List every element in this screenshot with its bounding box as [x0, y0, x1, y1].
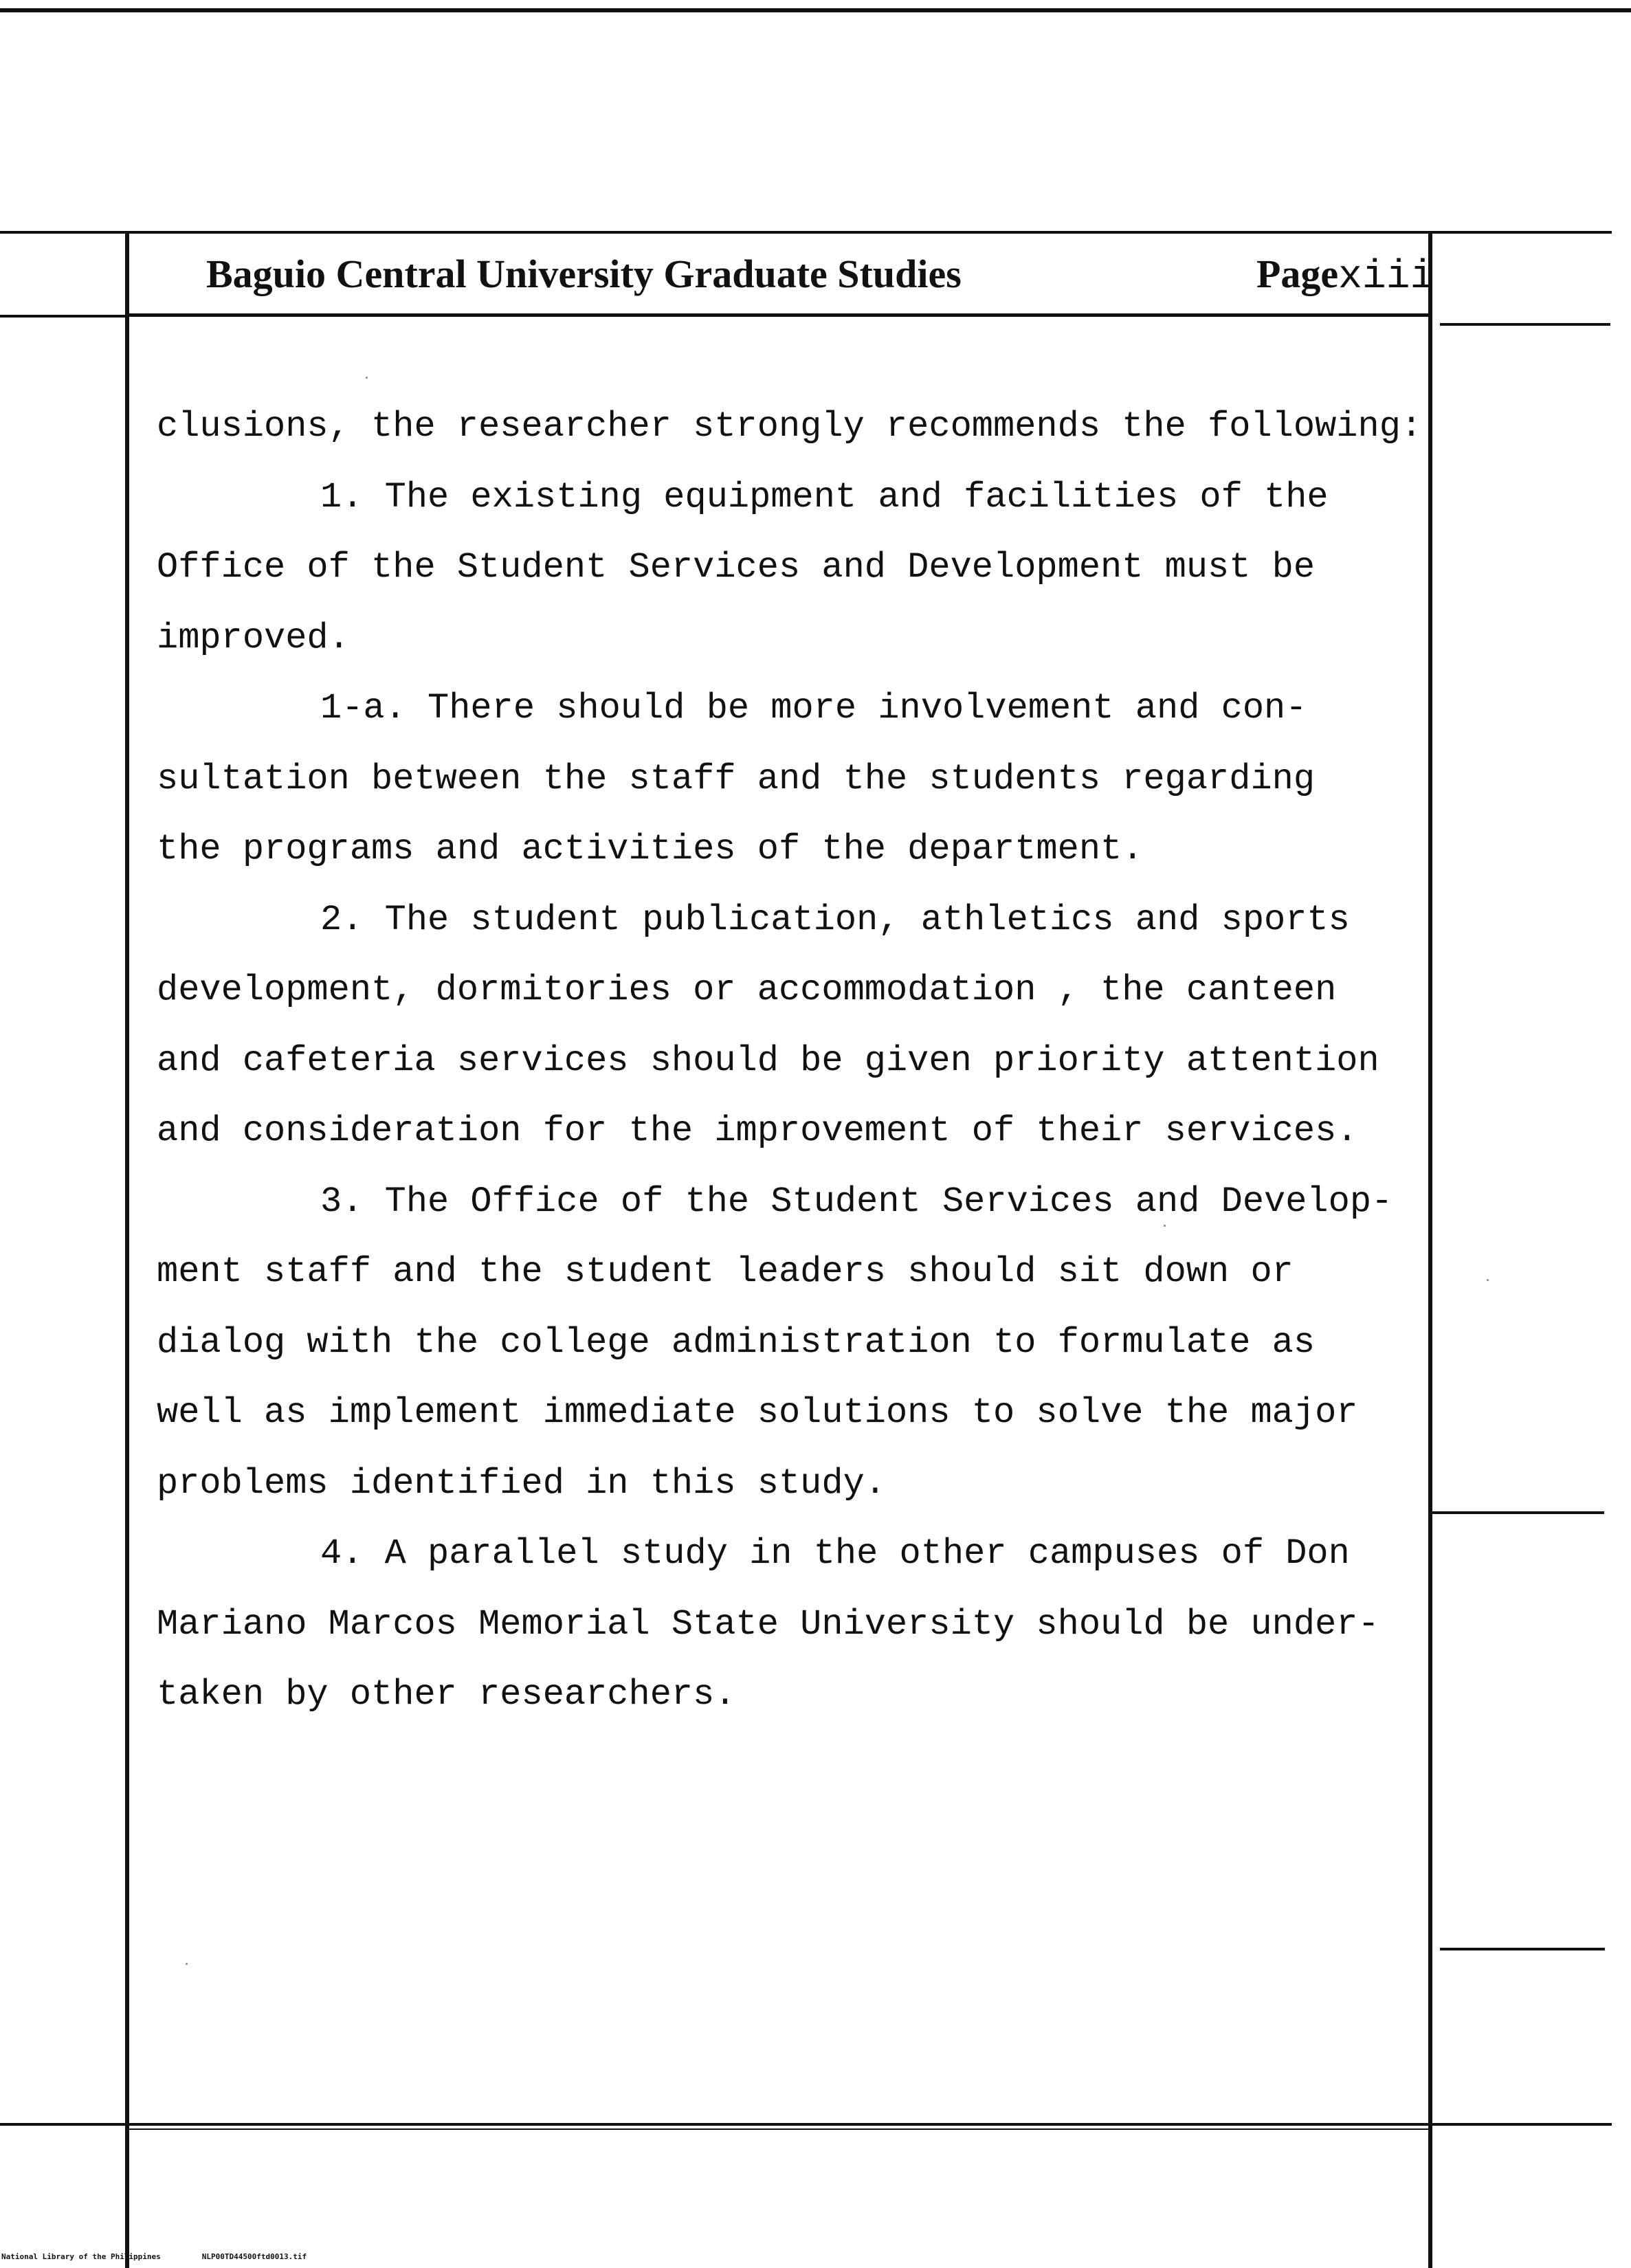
right-margin-rule — [1440, 323, 1610, 326]
text-line: taken by other researchers. — [157, 1674, 736, 1715]
text-line: improved. — [157, 617, 350, 658]
right-margin-low-rule — [1440, 1948, 1605, 1950]
text-line: Office of the Student Services and Development must be — [157, 547, 1316, 588]
text-line: 3. The Office of the Student Services and Develop- — [320, 1181, 1393, 1222]
text-line: 1. The existing equipment and facilities of the — [320, 476, 1329, 518]
header-bottom-rule — [129, 313, 1428, 317]
text-line: 4. A parallel study in the other campuses of Don — [320, 1533, 1350, 1574]
scan-speck — [186, 1963, 188, 1965]
text-line: sultation between the staff and the students regarding — [157, 758, 1316, 799]
scan-speck — [366, 377, 368, 379]
text-line: the programs and activities of the department. — [157, 829, 1144, 869]
page-word: Page — [1256, 252, 1339, 296]
text-line: and consideration for the improvement of their services. — [157, 1111, 1358, 1151]
text-line: 1-a. There should be more involvement and con- — [320, 688, 1307, 729]
library-credit: National Library of the Philippines — [1, 2252, 161, 2261]
header-top-rule — [0, 231, 1612, 234]
text-line: Mariano Marcos Memorial State University should be under- — [157, 1603, 1379, 1645]
page-label — [1256, 251, 1434, 300]
text-line: and cafeteria services should be given priority attention — [157, 1040, 1379, 1081]
left-frame-line — [125, 232, 129, 2268]
text-line: well as implement immediate solutions to solve the major — [157, 1392, 1358, 1433]
text-line: development, dormitories or accommodation , the canteen — [157, 970, 1337, 1010]
text-line: ment staff and the student leaders should sit down or — [157, 1252, 1294, 1292]
text-line: 2. The student publication, athletics and sports — [320, 899, 1350, 940]
text-line: dialog with the college administration to formulate as — [157, 1322, 1316, 1363]
left-margin-rule — [0, 315, 125, 318]
text-line: problems identified in this study. — [157, 1463, 886, 1504]
page-title: Baguio Central University Graduate Studies — [206, 252, 962, 296]
bottom-rule-inner — [129, 2128, 1428, 2130]
file-name: NLP00TD44500ftd0013.tif — [201, 2252, 307, 2261]
right-frame-line — [1428, 234, 1432, 2268]
document-body — [157, 392, 1428, 1731]
right-margin-mid-rule — [1432, 1511, 1604, 1514]
text-line: clusions, the researcher strongly recommends the following: — [157, 406, 1423, 447]
bottom-rule — [0, 2123, 1612, 2126]
scan-speck — [1487, 1279, 1489, 1281]
scan-footer — [1, 2252, 348, 2261]
page-number: xiii — [1338, 255, 1434, 300]
top-border — [0, 8, 1631, 12]
